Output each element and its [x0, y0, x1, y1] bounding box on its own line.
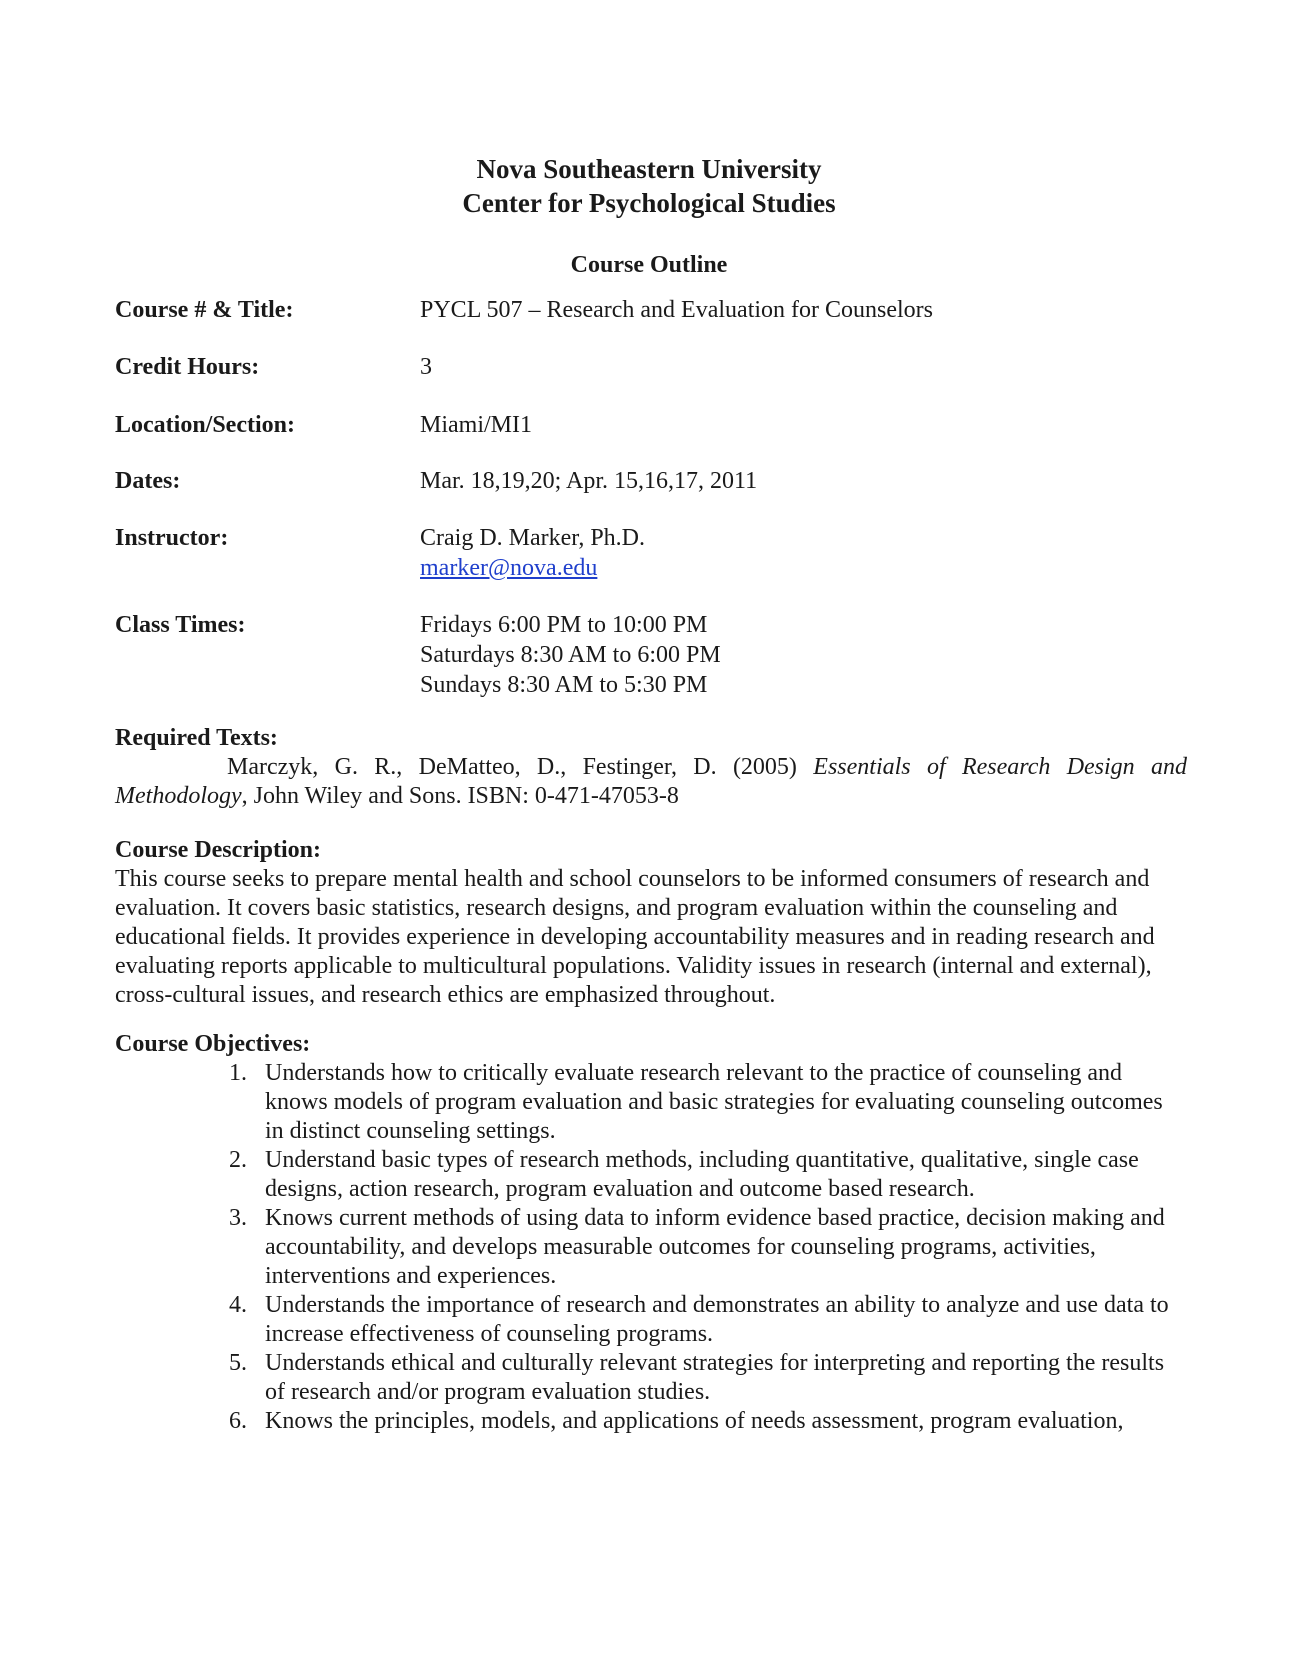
objective-text: Knows current methods of using data to inform evidence based practice, decision making and accountability, and develops measurable outcomes for counseling programs, activities, interventions and experiences. — [265, 1205, 1165, 1289]
instructor-email-link[interactable]: marker@nova.edu — [420, 555, 598, 581]
objective-number: 1. — [229, 1060, 247, 1086]
class-time-saturday: Saturdays 8:30 AM to 6:00 PM — [420, 642, 721, 668]
required-texts-section — [115, 724, 1187, 811]
objective-number: 6. — [229, 1408, 247, 1434]
document-header — [0, 152, 1298, 220]
list-item — [115, 1407, 1187, 1436]
objective-text: Understand basic types of research methods, including quantitative, qualitative, single case designs, action research, program evaluation and outcome based research. — [265, 1147, 1139, 1202]
objective-number: 3. — [229, 1205, 247, 1231]
description-section — [115, 836, 1187, 1010]
description-title: Course Description: — [115, 837, 321, 863]
dates-value: Mar. 18,19,20; Apr. 15,16,17, 2011 — [420, 468, 758, 494]
objective-text: Understands how to critically evaluate research relevant to the practice of counseling and knows models of program evaluation and basic strategies for evaluating counseling outcomes in distinct counseling settings. — [265, 1060, 1163, 1144]
class-time-sunday: Sundays 8:30 AM to 5:30 PM — [420, 672, 708, 698]
location-value: Miami/MI1 — [420, 412, 532, 438]
objectives-title: Course Objectives: — [115, 1031, 311, 1057]
dates-label: Dates: — [115, 468, 181, 494]
reference-authors: Marczyk, G. R., DeMatteo, D., Festinger, D. (2005) — [227, 754, 797, 780]
class-times-value — [420, 610, 721, 700]
location-label: Location/Section: — [115, 412, 295, 438]
objective-number: 4. — [229, 1292, 247, 1318]
outline-title: Course Outline — [570, 252, 728, 278]
objective-text: Knows the principles, models, and applications of needs assessment, program evaluation, — [265, 1408, 1124, 1434]
reference-book-title: Essentials of Research Design and Methodology — [115, 754, 1188, 809]
course-label: Course # & Title: — [115, 297, 294, 323]
description-text: This course seeks to prepare mental health and school counselors to be informed consumers of research and evaluation. It covers basic statistics, research designs, and program evaluation within the counseling and educational fields. It provides experience in developing accountability measures and in reading research and evaluating reports applicable to multicultural populations. Validity issues in research (internal and external), cross-cultural issues, and research ethics are emphasized throughout. — [115, 866, 1155, 1008]
instructor-name: Craig D. Marker, Ph.D. — [420, 525, 645, 551]
instructor-label: Instructor: — [115, 525, 229, 551]
credit-label: Credit Hours: — [115, 354, 260, 380]
list-item — [115, 1204, 1187, 1291]
class-times-label: Class Times: — [115, 612, 246, 638]
list-item — [115, 1059, 1187, 1146]
required-text-reference — [115, 753, 1187, 811]
objective-text: Understands ethical and culturally relevant strategies for interpreting and reporting the results of research and/or program evaluation studies. — [265, 1350, 1165, 1405]
objectives-list — [115, 1059, 1187, 1436]
objectives-section — [115, 1030, 1187, 1436]
reference-publisher: , John Wiley and Sons. ISBN: 0-471-47053-8 — [241, 783, 679, 809]
course-value: PYCL 507 – Research and Evaluation for Counselors — [420, 297, 934, 323]
objective-number: 5. — [229, 1350, 247, 1376]
instructor-value — [420, 523, 645, 583]
class-time-friday: Fridays 6:00 PM to 10:00 PM — [420, 612, 708, 638]
credit-value: 3 — [420, 354, 432, 380]
university-name: Nova Southeastern University — [476, 154, 822, 184]
required-texts-title: Required Texts: — [115, 725, 278, 751]
list-item — [115, 1291, 1187, 1349]
center-name: Center for Psychological Studies — [462, 188, 836, 218]
list-item — [115, 1146, 1187, 1204]
list-item — [115, 1349, 1187, 1407]
objective-text: Understands the importance of research and demonstrates an ability to analyze and use data to increase effectiveness of counseling programs. — [265, 1292, 1169, 1347]
objective-number: 2. — [229, 1147, 247, 1173]
